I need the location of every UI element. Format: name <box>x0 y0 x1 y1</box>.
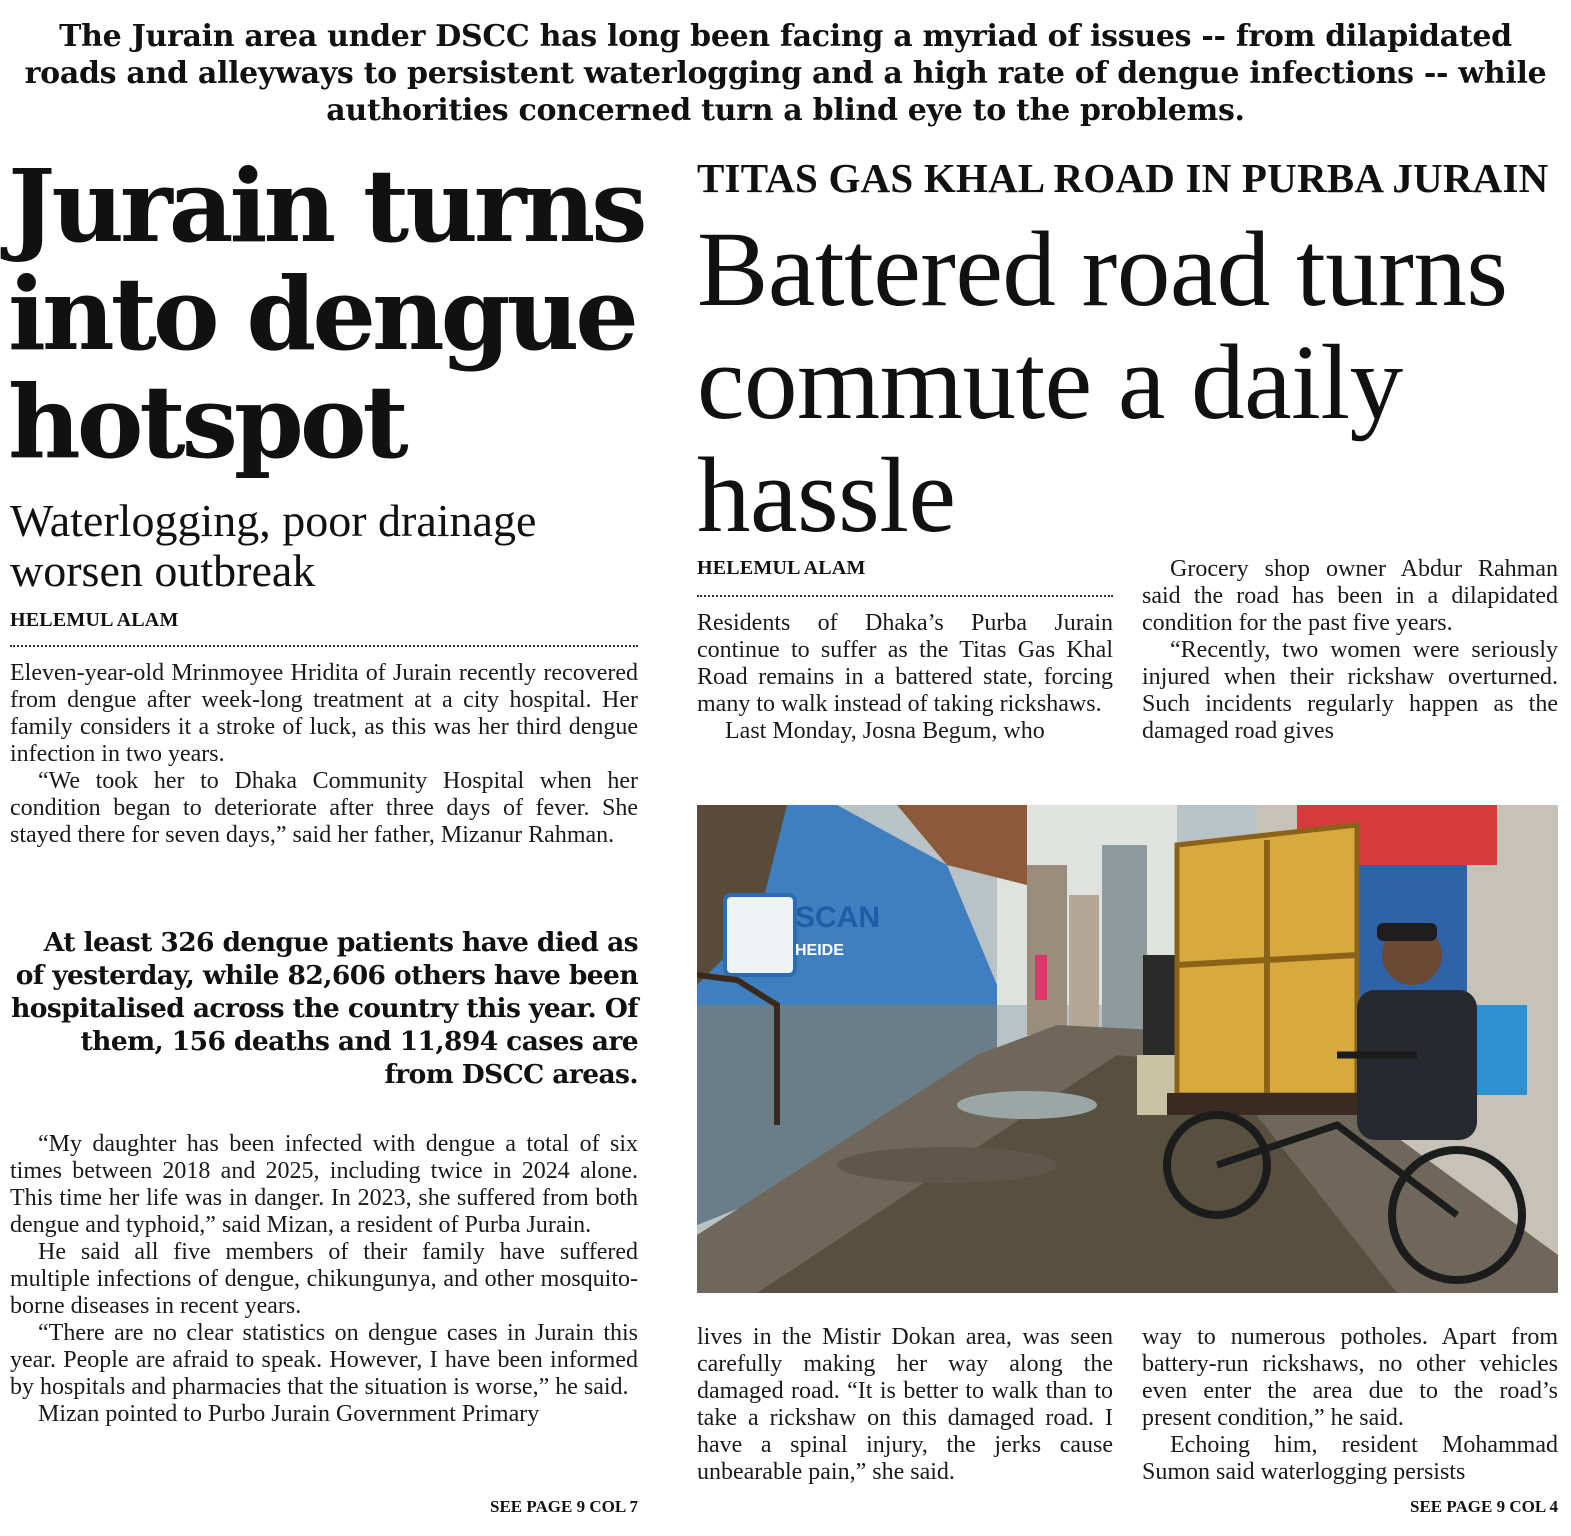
right-paragraph: Echoing him, resident Mohammad Sumon said waterlogging persists <box>1142 1432 1558 1485</box>
photo-pothole <box>837 1147 1057 1183</box>
left-subhead: Waterlogging, poor drainage worsen outbreak <box>10 495 537 596</box>
photo-distant-building <box>1027 865 1067 1035</box>
right-kicker: TITAS GAS KHAL ROAD IN PURBA JURAIN <box>697 155 1549 201</box>
pull-quote: At least 326 dengue patients have died as of yesterday, while 82,606 others have been hospitalised across the country this year. Of them, 156 deaths and 11,894 cases are from DSCC areas. <box>11 927 638 1090</box>
photo-wall-sign-text-2: HEIDE <box>795 942 844 959</box>
left-byline: HELEMUL ALAM <box>10 609 179 631</box>
right-paragraph: Residents of Dhaka’s Purba Jurain continue to suffer as the Titas Gas Khal Road remains in a battered state, forcing many to walk instead of taking rickshaws. <box>697 610 1113 717</box>
left-paragraph: Eleven-year-old Mrinmoyee Hridita of Jurain recently recovered from dengue after week-long treatment at a city hospital. Her family considers it a stroke of luck, as this was her third dengue infection in two years. <box>10 660 638 767</box>
right-byline: HELEMUL ALAM <box>697 557 866 579</box>
right-paragraph: “Recently, two women were seriously injured when their rickshaw overturned. Such incidents regularly happen as the damaged road gives <box>1142 637 1558 744</box>
right-col1-bottom <box>697 1324 1113 1486</box>
photo-pedestrian <box>1035 955 1047 1000</box>
left-paragraph: Mizan pointed to Purbo Jurain Government Primary <box>38 1401 540 1427</box>
right-paragraph: way to numerous potholes. Apart from battery-run rickshaws, no other vehicles even enter the area due to the road’s present condition,” he said. <box>1142 1324 1558 1431</box>
right-paragraph: lives in the Mistir Dokan area, was seen carefully making her way along the damaged road. “It is better to walk than to take a rickshaw on this damaged road. I have a spinal injury, the jerks cause unbearable pain,” she said. <box>697 1324 1113 1485</box>
deck-summary: The Jurain area under DSCC has long been facing a myriad of issues -- from dilapidated roads and alleyways to persistent waterlogging and a high rate of dengue infections -- while authorities concerned turn a blind eye to the problems. <box>24 19 1547 128</box>
photo-wall-logo <box>725 895 795 975</box>
left-paragraph: He said all five members of their family have suffered multiple infections of dengue, chikungunya, and other mosquito-borne diseases in recent years. <box>10 1239 638 1319</box>
left-dotted-rule <box>10 645 638 647</box>
street-photo <box>697 805 1558 1293</box>
right-col2-top <box>1142 556 1558 745</box>
right-dotted-rule <box>697 595 1113 597</box>
right-paragraph: Last Monday, Josna Begum, who <box>725 718 1045 744</box>
right-col2-bottom <box>1142 1324 1558 1486</box>
left-body-bottom <box>10 1131 638 1428</box>
left-paragraph: “My daughter has been infected with dengue a total of six times between 2018 and 2025, including twice in 2024 alone. This time her life was in danger. In 2023, she suffered from both dengue and typhoid,” said Mizan, a resident of Purba Jurain. <box>10 1131 638 1238</box>
right-paragraph: Grocery shop owner Abdur Rahman said the road has been in a dilapidated condition for the past five years. <box>1142 556 1558 636</box>
left-headline: Jurain turns into dengue hotspot <box>8 147 644 481</box>
right-headline: Battered road turns commute a daily hassle <box>697 211 1508 555</box>
street-photo-illustration <box>697 805 1558 1293</box>
left-jump-line: SEE PAGE 9 COL 7 <box>490 1497 638 1516</box>
right-col1-top <box>697 610 1113 745</box>
photo-distant-building <box>1102 845 1147 1035</box>
photo-wall-sign-text-1: SCAN <box>795 901 881 934</box>
photo-van-bed <box>1167 1093 1377 1115</box>
left-paragraph: “There are no clear statistics on dengue cases in Jurain this year. People are afraid to speak. However, I have been informed by hospitals and pharmacies that the situation is worse,” he said. <box>10 1320 638 1400</box>
photo-distant-building <box>1069 895 1099 1035</box>
photo-rider-cap <box>1377 923 1437 941</box>
left-paragraph: “We took her to Dhaka Community Hospital when her condition began to deteriorate after three days of fever. She stayed there for seven days,” said her father, Mizanur Rahman. <box>10 768 638 848</box>
right-jump-line: SEE PAGE 9 COL 4 <box>1410 1497 1558 1516</box>
photo-puddle <box>957 1091 1097 1119</box>
left-body-top <box>10 660 638 849</box>
photo-rider-jacket <box>1357 990 1477 1140</box>
